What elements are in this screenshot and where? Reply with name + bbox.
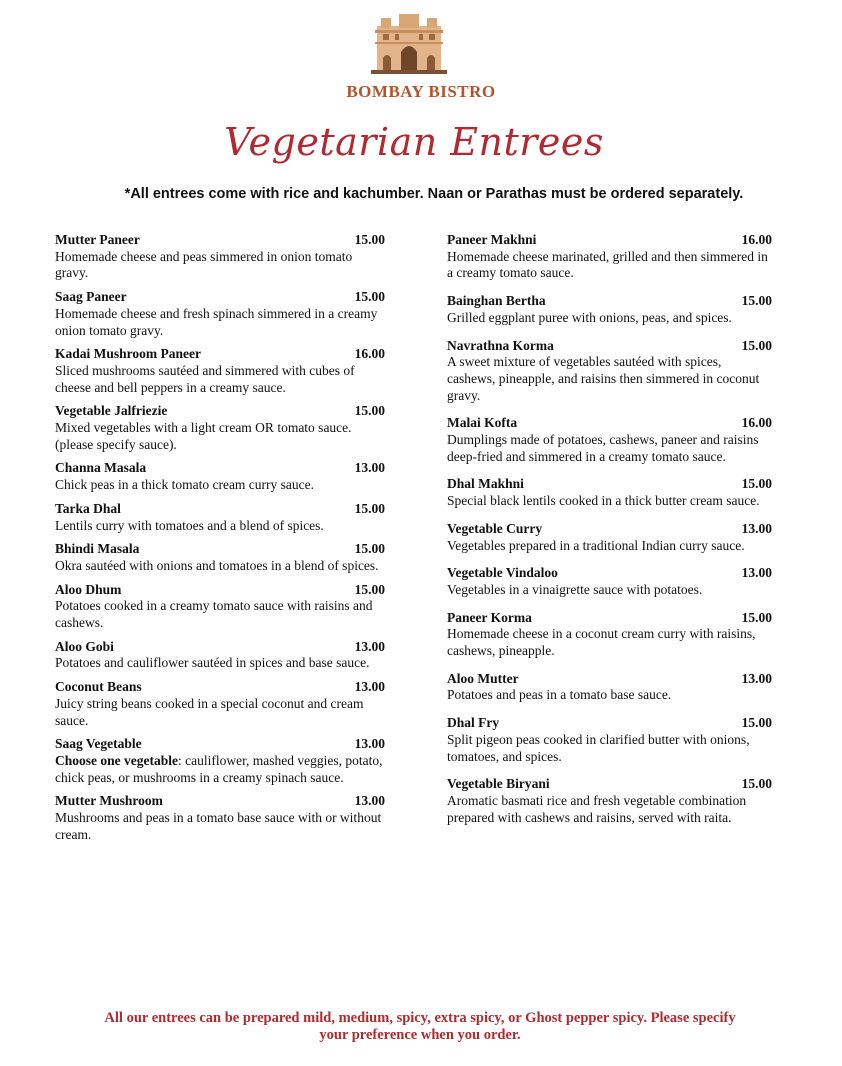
item-description: Special black lentils cooked in a thick butter cream sauce. bbox=[447, 493, 760, 509]
entrees-note: *All entrees come with rice and kachumber. Naan or Parathas must be ordered separately. bbox=[124, 186, 744, 202]
item-price: 16.00 bbox=[741, 415, 772, 431]
item-price: 16.00 bbox=[741, 232, 772, 247]
page-title: Vegetarian Entrees bbox=[224, 120, 604, 164]
menu-item bbox=[447, 610, 772, 660]
item-price: 13.00 bbox=[741, 670, 772, 686]
item-description: Homemade cheese marinated, grilled and then simmered in a creamy tomato sauce. bbox=[447, 248, 768, 281]
menu-item bbox=[55, 346, 385, 396]
menu-column-right bbox=[447, 232, 772, 837]
item-description: Potatoes cooked in a creamy tomato sauce with raisins and cashews. bbox=[55, 598, 373, 631]
menu-item bbox=[55, 793, 385, 843]
item-name: Vegetable Jalfriezie bbox=[55, 403, 168, 419]
menu-item bbox=[447, 521, 772, 554]
item-name: Dhal Makhni bbox=[447, 476, 524, 492]
item-name: Malai Kofta bbox=[447, 415, 518, 431]
item-description: Chick peas in a thick tomato cream curry sauce. bbox=[55, 477, 315, 493]
item-description: Aromatic basmati rice and fresh vegetable combination prepared with cashews and raisins, served with raita. bbox=[447, 792, 747, 825]
item-price: 15.00 bbox=[354, 289, 385, 305]
gateway-of-india-logo bbox=[371, 12, 447, 74]
item-price: 13.00 bbox=[741, 565, 772, 581]
item-price: 13.00 bbox=[354, 793, 385, 809]
menu-item bbox=[55, 289, 385, 339]
item-description: Vegetables in a vinaigrette sauce with potatoes. bbox=[447, 581, 703, 597]
item-name: Saag Vegetable bbox=[55, 736, 142, 752]
item-description: Mushrooms and peas in a tomato base sauce with or without cream. bbox=[55, 810, 382, 842]
item-price: 15.00 bbox=[354, 581, 385, 597]
item-name: Saag Paneer bbox=[55, 289, 127, 305]
item-name: Aloo Dhum bbox=[55, 581, 122, 597]
item-description: Okra sautéed with onions and tomatoes in a blend of spices. bbox=[55, 557, 379, 573]
menu-item bbox=[447, 715, 772, 765]
menu-item bbox=[55, 460, 385, 493]
item-description: Homemade cheese in a coconut cream curry with raisins, cashews, pineapple. bbox=[447, 626, 756, 659]
item-price: 15.00 bbox=[741, 476, 772, 492]
brand-name: BOMBAY BISTRO bbox=[346, 82, 496, 101]
item-name: Tarka Dhal bbox=[55, 500, 121, 516]
menu-item bbox=[447, 671, 772, 704]
item-description bbox=[55, 753, 385, 786]
item-name: Aloo Gobi bbox=[55, 638, 114, 654]
menu-item bbox=[55, 582, 385, 632]
item-price: 13.00 bbox=[354, 679, 385, 695]
item-price: 16.00 bbox=[354, 346, 385, 362]
item-description: Grilled eggplant puree with onions, peas, and spices. bbox=[447, 309, 732, 325]
item-name: Vegetable Biryani bbox=[447, 776, 550, 792]
item-description: Homemade cheese and fresh spinach simmered in a creamy onion tomato gravy. bbox=[55, 305, 378, 338]
item-name: Kadai Mushroom Paneer bbox=[55, 346, 201, 362]
item-name: Coconut Beans bbox=[55, 679, 142, 695]
item-description: Mixed vegetables with a light cream OR tomato sauce. (please specify sauce). bbox=[55, 420, 352, 452]
menu-item bbox=[447, 565, 772, 598]
item-price: 13.00 bbox=[741, 520, 772, 536]
menu-item bbox=[447, 338, 772, 405]
menu-item bbox=[55, 403, 385, 453]
item-name: Bainghan Bertha bbox=[447, 293, 546, 309]
item-description: Potatoes and cauliflower sautéed in spices and base sauce. bbox=[55, 655, 370, 671]
menu-item bbox=[55, 639, 385, 672]
item-description: Lentils curry with tomatoes and a blend of spices. bbox=[55, 517, 324, 533]
item-name: Navrathna Korma bbox=[447, 337, 554, 353]
menu-item bbox=[447, 293, 772, 326]
item-price: 15.00 bbox=[354, 541, 385, 557]
item-description: Potatoes and peas in a tomato base sauce. bbox=[447, 687, 672, 703]
item-name: Vegetable Vindaloo bbox=[447, 565, 558, 581]
menu-item bbox=[447, 232, 772, 282]
item-description: Juicy string beans cooked in a special coconut and cream sauce. bbox=[55, 695, 364, 728]
menu-item bbox=[55, 501, 385, 534]
menu-item bbox=[55, 736, 385, 786]
item-name: Vegetable Curry bbox=[447, 520, 543, 536]
item-name: Aloo Mutter bbox=[447, 670, 519, 686]
item-price: 15.00 bbox=[354, 232, 385, 247]
menu-item bbox=[447, 476, 772, 509]
item-description-rest: : cauliflower, mashed veggies, potato, chick peas, or mushrooms in a creamy spinach sauce. bbox=[55, 752, 383, 785]
item-price: 15.00 bbox=[354, 403, 385, 419]
item-description: Vegetables prepared in a traditional Indian curry sauce. bbox=[447, 537, 745, 553]
item-description: Split pigeon peas cooked in clarified butter with onions, tomatoes, and spices. bbox=[447, 731, 750, 764]
item-name: Mutter Paneer bbox=[55, 232, 140, 247]
item-price: 15.00 bbox=[741, 609, 772, 625]
item-price: 13.00 bbox=[354, 460, 385, 476]
menu-item bbox=[447, 415, 772, 465]
item-name: Bhindi Masala bbox=[55, 541, 140, 557]
item-name: Paneer Makhni bbox=[447, 232, 537, 247]
menu-item bbox=[55, 232, 385, 282]
item-description: Homemade cheese and peas simmered in onion tomato gravy. bbox=[55, 248, 353, 281]
item-price: 15.00 bbox=[741, 293, 772, 309]
item-name: Dhal Fry bbox=[447, 715, 500, 731]
item-price: 15.00 bbox=[354, 500, 385, 516]
menu-item bbox=[55, 541, 385, 574]
item-price: 15.00 bbox=[741, 337, 772, 353]
item-description: Sliced mushrooms sautéed and simmered with cubes of cheese and bell peppers in a creamy sauce. bbox=[55, 362, 355, 395]
item-price: 13.00 bbox=[354, 638, 385, 654]
menu-item bbox=[55, 679, 385, 729]
spice-level-note: All our entrees can be prepared mild, medium, spicy, extra spicy, or Ghost pepper spicy. Please specify your preference when you order. bbox=[104, 1010, 736, 1043]
menu-item bbox=[447, 776, 772, 826]
item-description-emphasis: Choose one vegetable bbox=[55, 752, 178, 768]
item-price: 13.00 bbox=[354, 736, 385, 752]
menu-column-left bbox=[55, 232, 385, 851]
item-name: Mutter Mushroom bbox=[55, 793, 163, 809]
item-name: Channa Masala bbox=[55, 460, 147, 476]
item-price: 15.00 bbox=[741, 715, 772, 731]
item-description: A sweet mixture of vegetables sautéed with spices, cashews, pineapple, and raisins then simmered in coconut gravy. bbox=[447, 354, 760, 403]
item-price: 15.00 bbox=[741, 776, 772, 792]
item-description: Dumplings made of potatoes, cashews, paneer and raisins deep-fried and simmered in a creamy tomato sauce. bbox=[447, 432, 759, 464]
item-name: Paneer Korma bbox=[447, 609, 532, 625]
